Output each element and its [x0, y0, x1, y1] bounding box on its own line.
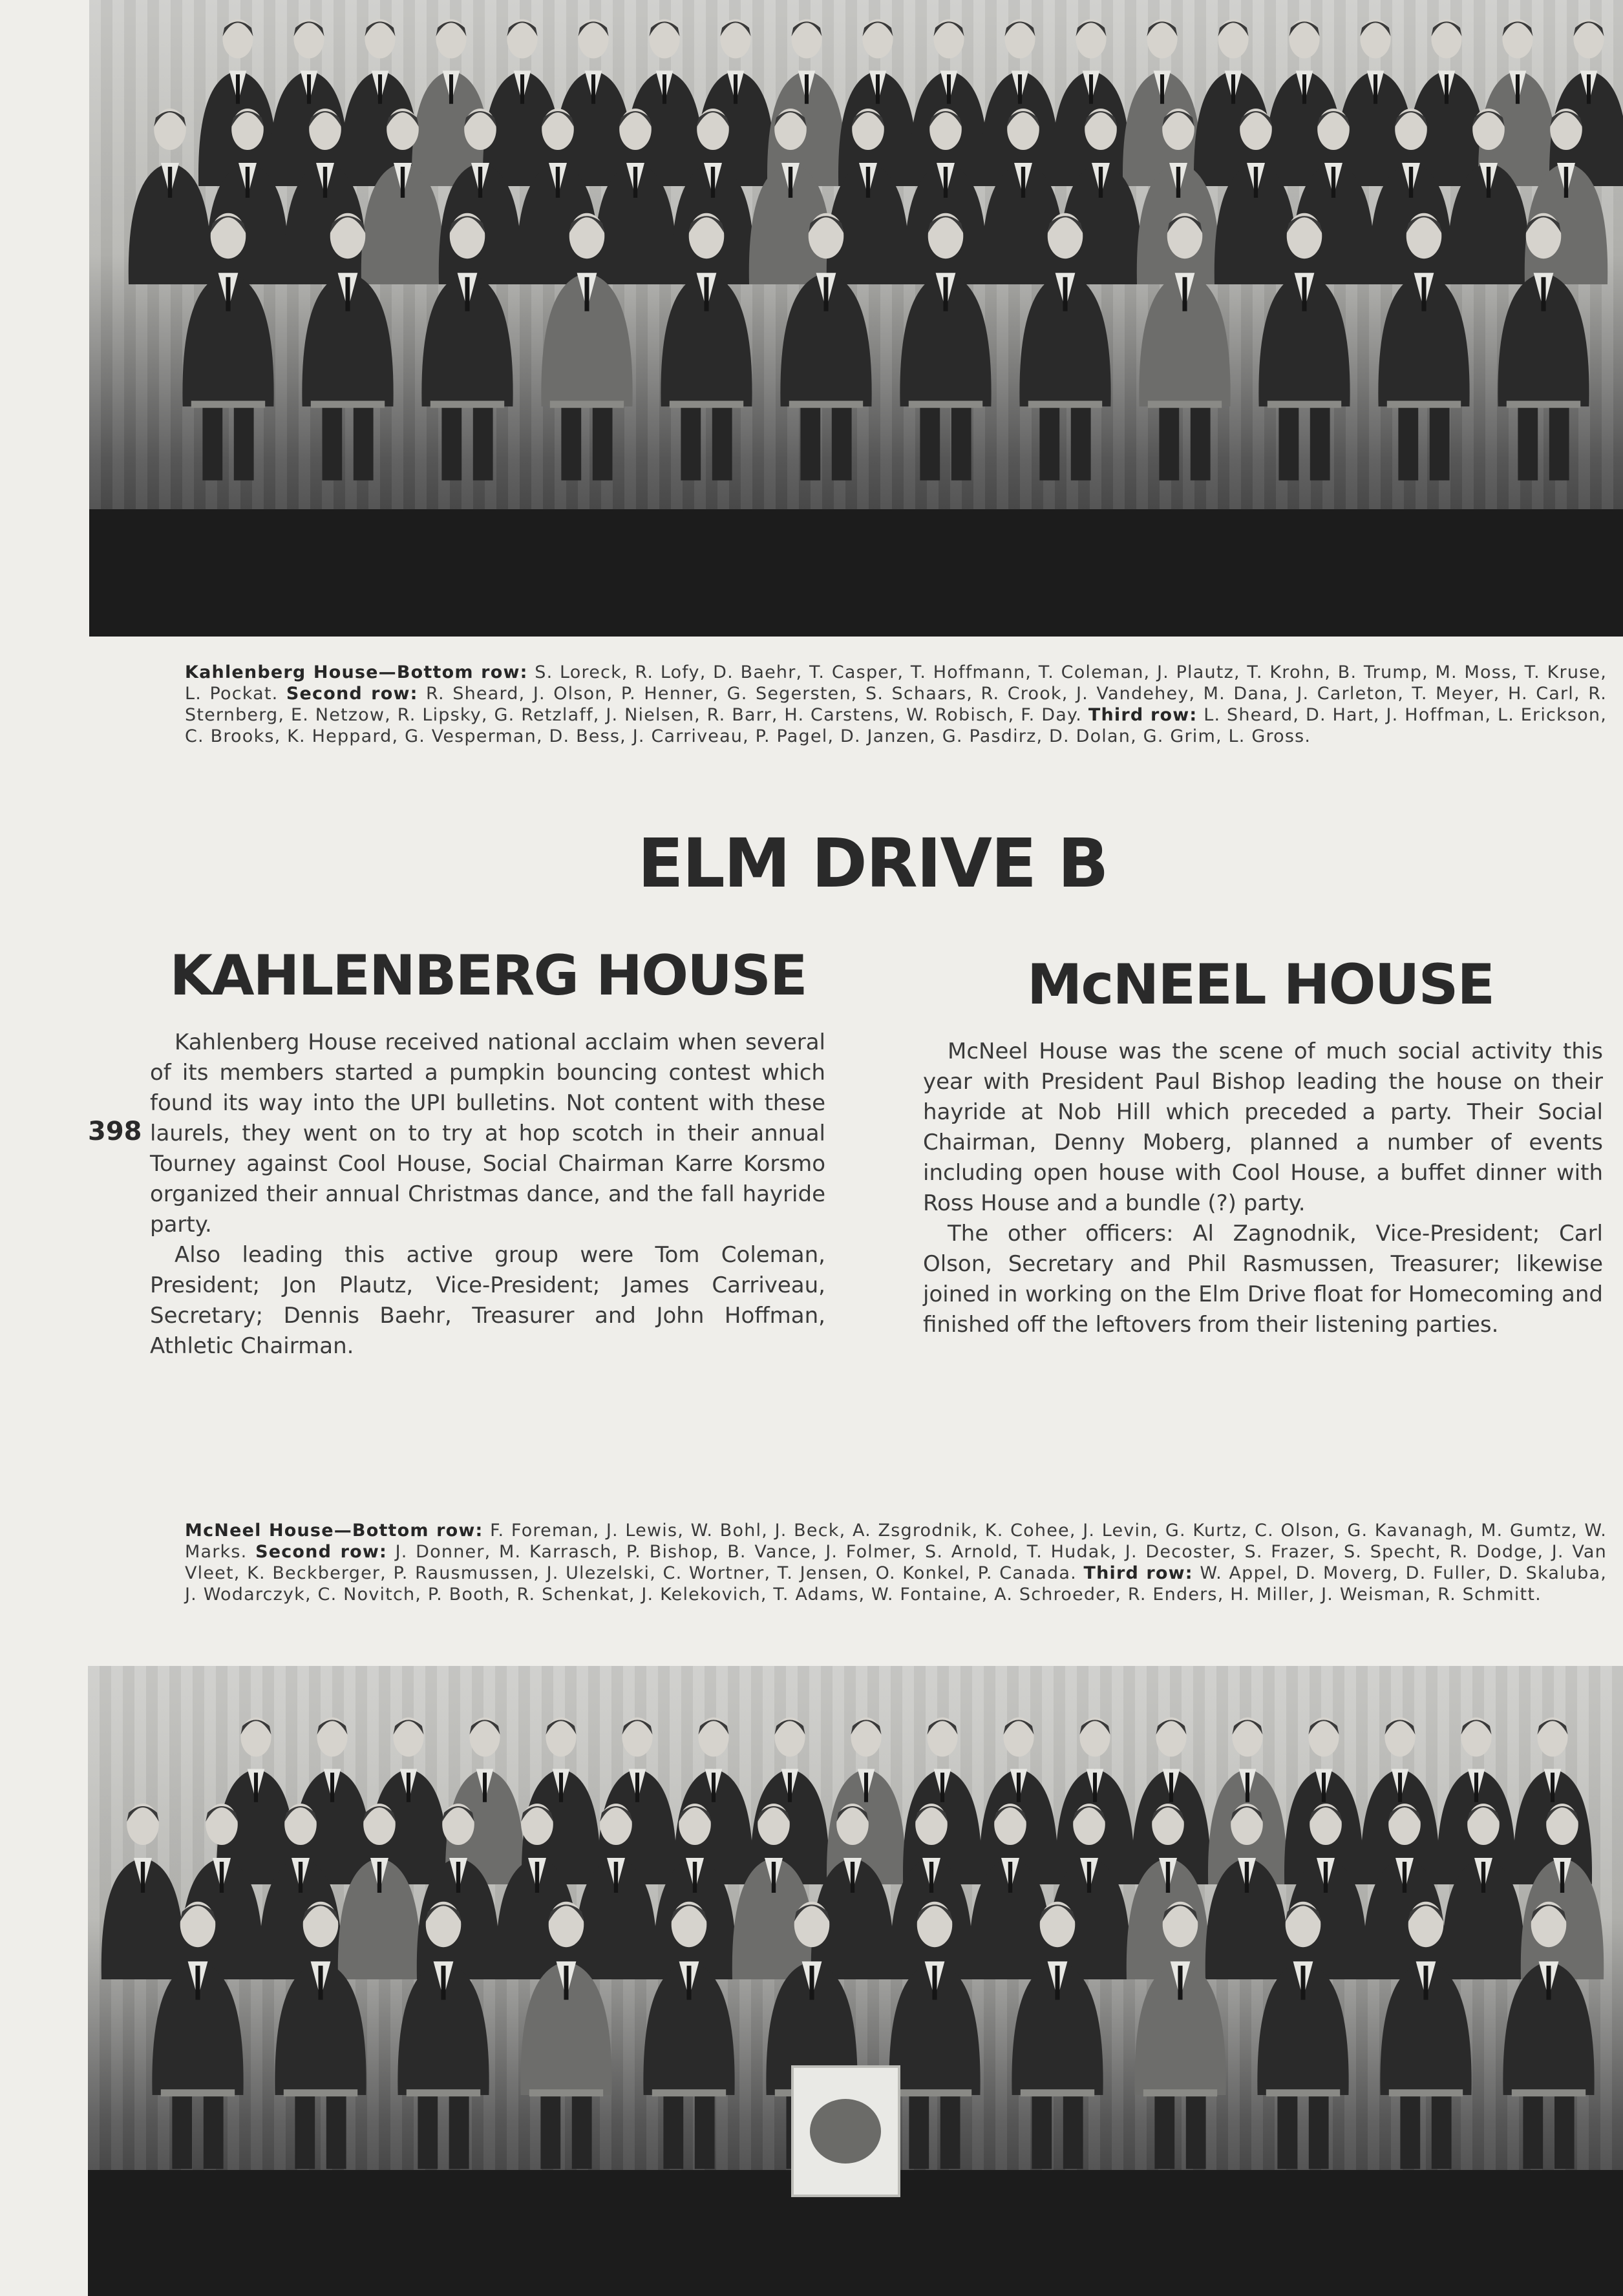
caption-row-label: Second row:	[286, 684, 418, 704]
caption-row-label: Third row:	[1088, 705, 1198, 725]
person-figure	[1336, 19, 1415, 186]
person-figure	[1513, 1718, 1592, 1884]
person-figure	[1052, 19, 1130, 186]
person-figure	[827, 1718, 906, 1884]
person-figure	[767, 19, 846, 186]
mcneel-article	[923, 1037, 1603, 1340]
person-figure	[129, 109, 211, 284]
caption-row-label: Second row:	[255, 1542, 387, 1562]
person-figure	[1549, 19, 1623, 186]
person-figure	[838, 19, 917, 186]
person-figure	[483, 19, 562, 186]
person-figure	[909, 19, 988, 186]
caption-row-names: F. Foreman, J. Lewis, W. Bohl, J. Beck, A. Zsgrodnik, K. Cohee, J. Levin, G. Kurtz, C. Olson, G. Kavanagh, M. Gumtz, W. Marks.	[185, 1521, 1607, 1562]
person-figure	[270, 19, 348, 186]
person-figure	[412, 19, 491, 186]
article-paragraph: Kahlenberg House received national acclaim when several of its members started a pumpkin bouncing contest which found its way into the UPI bulletins. Not content with these laurels, they went on to try at hop scotch in their annual Tourney against Cool House, Social Chairman Karre Korsmo organized their annual Christmas dance, and the fall hayride party.	[150, 1029, 825, 1238]
person-figure	[1194, 19, 1273, 186]
page-title: ELM DRIVE B	[637, 824, 1108, 903]
caption-row-label: Kahlenberg House—Bottom row:	[185, 662, 528, 682]
caption-row-names: J. Donner, M. Karrasch, P. Bishop, B. Vance, J. Folmer, S. Arnold, T. Hudak, J. Decoster, S. Frazer, S. Specht, R. Dodge, J. Van Vleet, K. Beckberger, P. Rausmussen, J. Ulezelski, C. Wortner, T. Jensen, O. Konkel, P. Canada.	[185, 1542, 1607, 1583]
person-figure	[981, 19, 1059, 186]
caption-row-names: W. Appel, D. Moverg, D. Fuller, D. Skaluba, J. Wodarczyk, C. Novitch, P. Booth, R. Schenkat, J. Kelekovich, T. Adams, W. Fontaine, A. Schroeder, R. Enders, H. Miller, J. Weisman, R. Schmitt.	[185, 1563, 1607, 1605]
caption-row-names: L. Sheard, D. Hart, J. Hoffman, L. Erickson, C. Brooks, K. Heppard, G. Vesperman, D. Bess, J. Carriveau, P. Pagel, D. Janzen, G. Pasdirz, D. Dolan, G. Grim, L. Gross.	[185, 705, 1607, 746]
kahlenberg-photo-caption	[185, 662, 1607, 747]
kahlenberg-article	[150, 1027, 825, 1362]
article-paragraph: The other officers: Al Zagnodnik, Vice-President; Carl Olson, Secretary and Phil Rasmussen, Treasurer; likewise joined in working on the Elm Drive float for Homecoming and finished off the leftovers from their listening parties.	[923, 1221, 1603, 1338]
person-figure	[1265, 19, 1344, 186]
article-paragraph: McNeel House was the scene of much social activity this year with President Paul Bishop leading the house on their hayride at Nob Hill which preceded a party. Their Social Chairman, Denny Moberg, planned a number of events including open house with Cool House, a buffet dinner with Ross House and a bundle (?) party.	[923, 1038, 1603, 1216]
caption-row-names: R. Sheard, J. Olson, P. Henner, G. Segersten, S. Schaars, R. Crook, J. Vandehey, M. Dana, J. Carleton, T. Meyer, H. Carl, R. Sternberg, E. Netzow, R. Lipsky, G. Retzlaff, J. Nielsen, R. Barr, H. Carstens, W. Robisch, F. Day.	[185, 684, 1607, 725]
caption-row-label: Third row:	[1083, 1563, 1193, 1583]
person-figure	[903, 1718, 982, 1884]
caption-row-names: S. Loreck, R. Lofy, D. Baehr, T. Casper, T. Hoffmann, T. Coleman, J. Plautz, T. Krohn, B. Trump, M. Moss, T. Kruse, L. Pockat.	[185, 662, 1607, 704]
mcneel-photo-caption	[185, 1520, 1607, 1605]
article-paragraph: Also leading this active group were Tom Coleman, President; Jon Plautz, Vice-President; James Carriveau, Secretary; Dennis Baehr, Treasurer and John Hoffman, Athletic Chairman.	[150, 1242, 825, 1359]
person-figure	[625, 19, 704, 186]
person-figure	[101, 1804, 184, 1979]
person-figure	[674, 1718, 753, 1884]
person-figure	[1407, 19, 1486, 186]
person-figure	[554, 19, 633, 186]
page-number: 398	[88, 1117, 142, 1146]
person-figure	[1123, 19, 1202, 186]
person-figure	[750, 1718, 829, 1884]
person-figure	[341, 19, 419, 186]
person-figure	[198, 19, 277, 186]
person-figure	[1478, 19, 1557, 186]
mcneel-group-photo	[88, 1666, 1623, 2296]
caption-row-label: McNeel House—Bottom row:	[185, 1521, 483, 1541]
person-figure	[696, 19, 775, 186]
kahlenberg-heading: KAHLENBERG HOUSE	[169, 943, 807, 1008]
mcneel-heading: McNEEL HOUSE	[1026, 953, 1494, 1017]
kahlenberg-group-photo	[89, 0, 1623, 637]
